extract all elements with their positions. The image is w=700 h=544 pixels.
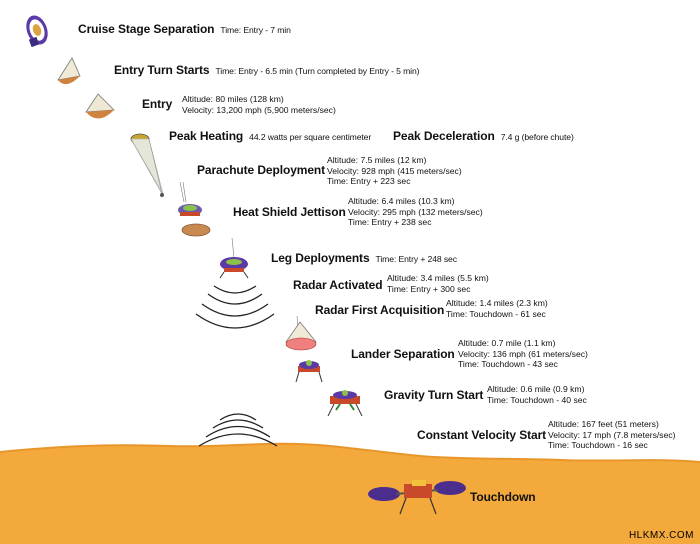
cruise-stage-separation-label: Cruise Stage Separation Time: Entry - 7 min <box>78 22 291 36</box>
lander-falling-icon <box>296 360 322 382</box>
entry-details: Altitude: 80 miles (128 km) Velocity: 13,200 mph (5,900 meters/sec) <box>182 94 336 115</box>
radar-first-acquisition-details: Altitude: 1.4 miles (2.3 km) Time: Touchdown - 61 sec <box>446 298 548 319</box>
lander-separation-details: Altitude: 0.7 mile (1.1 km) Velocity: 136 mph (61 meters/sec) Time: Touchdown - 43 sec <box>458 338 588 370</box>
lander-gravity-turn-icon <box>328 390 362 416</box>
lander-separation-title: Lander Separation <box>351 347 455 361</box>
radar-signal-icon <box>196 286 274 328</box>
radar-activated-details: Altitude: 3.4 miles (5.5 km) Time: Entry + 300 sec <box>387 273 489 294</box>
heat-shield-jettison-details: Altitude: 6.4 miles (10.3 km) Velocity: 295 mph (132 meters/sec) Time: Entry + 238 sec <box>348 196 483 228</box>
peak-heating-capsule-icon <box>131 134 164 197</box>
gravity-turn-start-details: Altitude: 0.6 mile (0.9 km) Time: Touchdown - 40 sec <box>487 384 587 405</box>
watermark: HLKMX.COM <box>628 530 694 541</box>
entry-capsule-icon <box>86 94 114 119</box>
lander-legs-icon <box>220 238 248 278</box>
cruise-stage-icon <box>22 12 51 47</box>
gravity-turn-start-title: Gravity Turn Start <box>384 388 484 402</box>
radar-activated-title: Radar Activated <box>293 278 383 292</box>
peak-deceleration-label: Peak Deceleration 7.4 g (before chute) <box>393 129 574 143</box>
entry-turn-starts-label: Entry Turn Starts Time: Entry - 6.5 min (Turn completed by Entry - 5 min) <box>114 63 420 77</box>
constant-velocity-start-details: Altitude: 167 feet (51 meters) Velocity: 17 mph (7.8 meters/sec) Time: Touchdown - 16 sec <box>548 419 676 451</box>
entry-title: Entry <box>142 97 173 111</box>
entry-turn-capsule-icon <box>58 58 80 84</box>
leg-deployments-label: Leg Deployments Time: Entry + 248 sec <box>271 251 457 265</box>
heat-shield-icon <box>182 224 210 236</box>
parachute-deployment-title: Parachute Deployment <box>197 163 326 177</box>
touchdown-title: Touchdown <box>470 490 536 504</box>
backshell-icon <box>286 316 316 350</box>
peak-heating-label: Peak Heating 44.2 watts per square centimeter <box>169 129 372 143</box>
radar-first-acquisition-title: Radar First Acquisition <box>315 303 445 317</box>
constant-velocity-start-title: Constant Velocity Start <box>417 428 547 442</box>
heat-shield-jettison-title: Heat Shield Jettison <box>233 205 346 219</box>
parachute-deployment-details: Altitude: 7.5 miles (12 km) Velocity: 928 mph (415 meters/sec) Time: Entry + 223 sec <box>327 155 462 187</box>
radar-ground-signal-icon <box>199 414 277 446</box>
touchdown-lander-icon <box>368 480 466 514</box>
lander-with-backshell-icon <box>178 182 202 216</box>
